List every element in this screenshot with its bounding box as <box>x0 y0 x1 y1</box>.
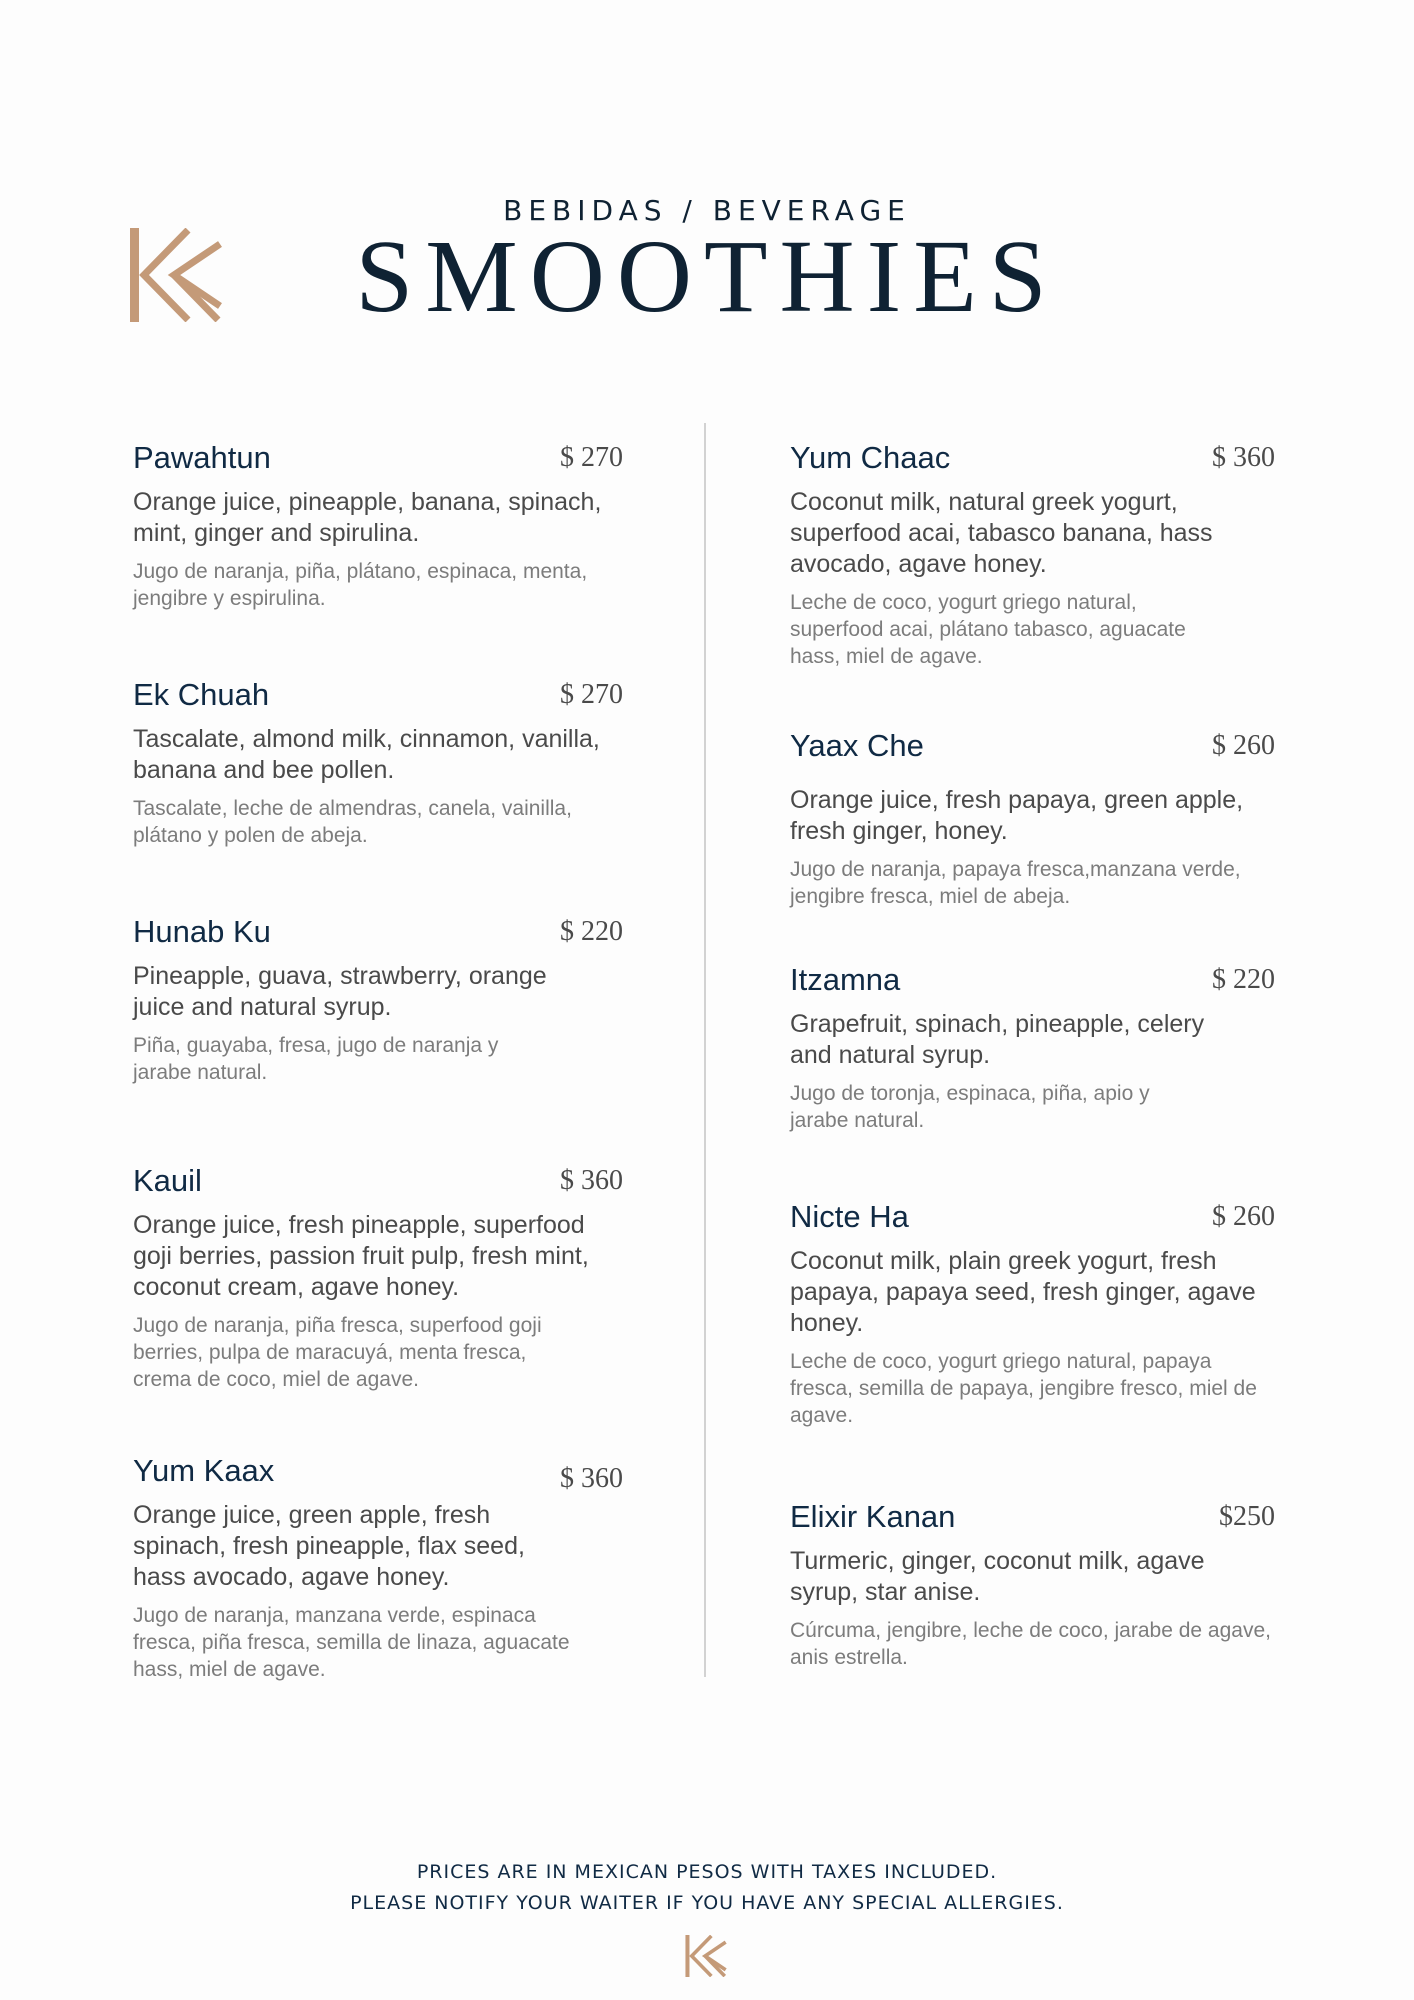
item-name: Yum Kaax <box>133 1453 275 1488</box>
page-title: SMOOTHIES <box>355 219 1059 334</box>
item-price: $ 220 <box>1212 964 1275 995</box>
item-description-es: Jugo de naranja, piña fresca, superfood goji berries, pulpa de maracuyá, menta fresca, crema de coco, miel de agave. <box>133 1314 542 1391</box>
item-description-en: Tascalate, almond milk, cinnamon, vanilla, banana and bee pollen. <box>133 725 600 784</box>
item-name: Nicte Ha <box>790 1199 909 1234</box>
item-price: $ 360 <box>560 1463 623 1494</box>
footer-price-note: PRICES ARE IN MEXICAN PESOS WITH TAXES INCLUDED. <box>416 1861 998 1883</box>
footer-notes <box>0 1857 1414 1919</box>
item-description-es: Cúrcuma, jengibre, leche de coco, jarabe de agave, anis estrella. <box>790 1619 1271 1669</box>
item-name: Pawahtun <box>133 440 271 475</box>
item-description-en: Orange juice, pineapple, banana, spinach, mint, ginger and spirulina. <box>133 488 602 547</box>
item-description-es: Jugo de naranja, manzana verde, espinaca fresca, piña fresca, semilla de linaza, aguacate hass, miel de agave. <box>133 1604 570 1681</box>
item-name: Yum Chaac <box>790 440 951 475</box>
item-description-es: Piña, guayaba, fresa, jugo de naranja y jarabe natural. <box>133 1034 499 1084</box>
column-divider <box>704 423 706 1677</box>
item-description-en: Orange juice, fresh papaya, green apple, fresh ginger, honey. <box>790 786 1244 845</box>
menu-item-nicte-ha <box>790 1199 1275 1429</box>
item-name: Yaax Che <box>790 728 924 763</box>
item-price: $ 270 <box>560 442 623 473</box>
item-description-es: Leche de coco, yogurt griego natural, superfood acai, plátano tabasco, aguacate hass, miel de agave. <box>790 591 1186 668</box>
item-description-en: Turmeric, ginger, coconut milk, agave syrup, star anise. <box>790 1547 1205 1606</box>
menu-item-kauil <box>133 1163 623 1393</box>
item-price: $ 360 <box>560 1165 623 1196</box>
item-name: Itzamna <box>790 962 901 997</box>
menu-item-elixir-kanan <box>790 1499 1275 1671</box>
item-price: $ 220 <box>560 916 623 947</box>
item-description-en: Orange juice, green apple, fresh spinach, fresh pineapple, flax seed, hass avocado, agave honey. <box>133 1501 525 1591</box>
item-price: $ 270 <box>560 679 623 710</box>
item-name: Elixir Kanan <box>790 1499 956 1534</box>
section-kicker: BEBIDAS / BEVERAGE <box>503 194 911 227</box>
menu-item-yum-chaac <box>790 440 1275 670</box>
item-price: $ 260 <box>1212 730 1275 761</box>
item-description-es: Leche de coco, yogurt griego natural, papaya fresca, semilla de papaya, jengibre fresco, miel de agave. <box>790 1350 1257 1427</box>
k-chevron-logo-icon <box>685 1935 727 1977</box>
menu-item-hunab-ku <box>133 914 623 1086</box>
item-description-en: Grapefruit, spinach, pineapple, celery and natural syrup. <box>790 1010 1205 1069</box>
menu-item-itzamna <box>790 962 1275 1134</box>
item-description-es: Tascalate, leche de almendras, canela, vainilla, plátano y polen de abeja. <box>133 797 572 847</box>
item-description-en: Pineapple, guava, strawberry, orange juice and natural syrup. <box>133 962 547 1021</box>
item-name: Kauil <box>133 1163 202 1198</box>
item-description-en: Coconut milk, natural greek yogurt, superfood acai, tabasco banana, hass avocado, agave honey. <box>790 488 1213 578</box>
item-description-en: Orange juice, fresh pineapple, superfood goji berries, passion fruit pulp, fresh mint, coconut cream, agave honey. <box>133 1211 589 1301</box>
item-name: Ek Chuah <box>133 677 270 712</box>
menu-item-pawahtun <box>133 440 623 612</box>
menu-item-ek-chuah <box>133 677 623 849</box>
footer-allergy-note: PLEASE NOTIFY YOUR WAITER IF YOU HAVE ANY SPECIAL ALLERGIES. <box>350 1892 1064 1914</box>
item-price: $250 <box>1219 1501 1275 1532</box>
menu-item-yaax-che <box>790 728 1275 910</box>
item-description-en: Coconut milk, plain greek yogurt, fresh papaya, papaya seed, fresh ginger, agave honey. <box>790 1247 1256 1337</box>
item-price: $ 360 <box>1212 442 1275 473</box>
item-description-es: Jugo de toronja, espinaca, piña, apio y jarabe natural. <box>790 1082 1150 1132</box>
item-description-es: Jugo de naranja, piña, plátano, espinaca, menta, jengibre y espirulina. <box>133 560 588 610</box>
item-description-es: Jugo de naranja, papaya fresca,manzana verde, jengibre fresca, miel de abeja. <box>790 858 1241 908</box>
menu-item-yum-kaax <box>133 1453 623 1683</box>
item-price: $ 260 <box>1212 1201 1275 1232</box>
item-name: Hunab Ku <box>133 914 271 949</box>
